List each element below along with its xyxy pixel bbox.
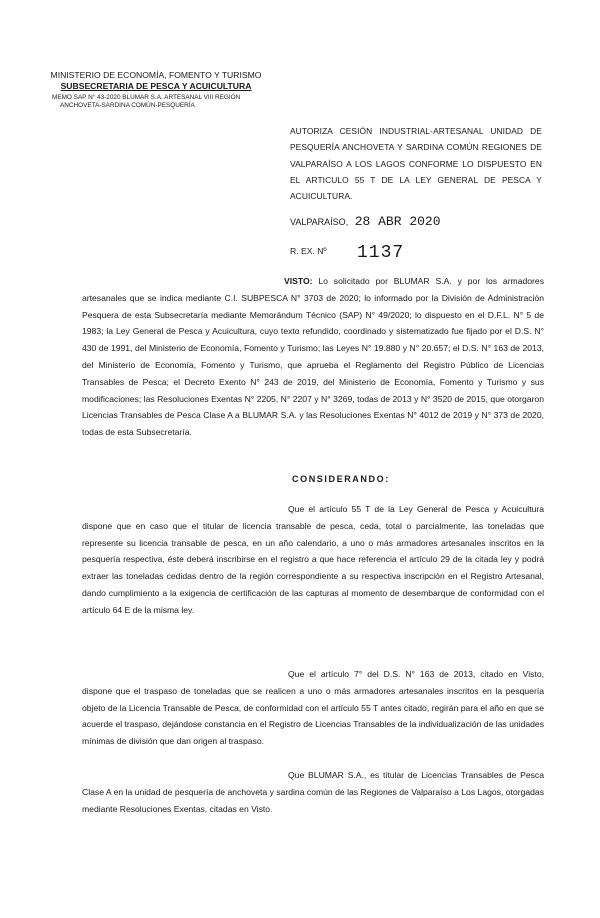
considerando-paragraph-3: [82, 767, 544, 817]
considerando-2-text: Que el artículo 7° del D.S. N° 163 de 2013, citado en Visto, dispone que el traspaso de toneladas que se realicen a uno o más armadores artesanales inscritos en la pesquería objeto de la Licencia Transable de Pesca, de conformidad con el artículo 55 T antes citado, regirán para el año en que se acuerde el traspaso, dejándose constancia en el Registro de Licencias Transables de la individualización de las unidades mínimas de división que dan origen al traspaso.: [82, 669, 544, 747]
ministry-name: MINISTERIO DE ECONOMÍA, FOMENTO Y TURISMO: [50, 70, 262, 80]
visto-paragraph: [82, 273, 544, 441]
memo-reference: MEMO SAP N° 43-2020 BLUMAR S.A. ARTESANAL VIII REGIÓN: [52, 94, 241, 101]
date-stamp: 28 ABR 2020: [354, 214, 441, 229]
visto-lead: VISTO:: [284, 276, 313, 286]
fishery-reference: ANCHOVETA-SARDINA COMÚN-PESQUERÍA: [60, 102, 195, 109]
considerando-heading: CONSIDERANDO:: [292, 474, 390, 484]
considerando-paragraph-2: [82, 666, 544, 750]
date-label: VALPARAÍSO,: [290, 217, 349, 227]
rex-label: R. EX. Nº: [290, 246, 327, 256]
considerando-1-text: Que el artículo 55 T de la Ley General de Pesca y Acuicultura dispone que en caso que el titular de licencia transable de pesca, ceda, total o parcialmente, las toneladas que represente su licencia transable de pesca, en un año calendario, a uno o más armadores artesanales inscritos en la pesquería respectiva, éste deberá inscribirse en el registro a que hace referencia el artículo 29 de la citada ley y podrá extraer las toneladas cedidas dentro de la región correspondiente a su respectiva inscripción en el Registro Artesanal, dando cumplimiento a la exigencia de certificación de las capturas al momento de desembarque de conformidad con el artículo 64 E de la misma ley.: [82, 504, 544, 615]
rex-number: 1137: [356, 243, 405, 263]
resolution-number-line: [290, 243, 404, 263]
date-line: [290, 214, 441, 229]
resolution-title: AUTORIZA CESIÓN INDUSTRIAL-ARTESANAL UNIDAD DE PESQUERÍA ANCHOVETA Y SARDINA COMÚN REGIONES DE VALPARAÍSO A LOS LAGOS CONFORME LO DISPUESTO EN EL ARTICULO 55 T DE LA LEY GENERAL DE PESCA Y ACUICULTURA.: [290, 126, 542, 202]
visto-text: Lo solicitado por BLUMAR S.A. y por los armadores artesanales que se indica mediante C.I. SUBPESCA N° 3703 de 2020; lo informado por la División de Administración Pesquera de esta Subsecretaría mediante Memorándum Técnico (SAP) N° 49/2020; lo dispuesto en el D.F.L. N° 5 de 1983; la Ley General de Pesca y Acuicultura, cuyo texto refundido, coordinado y sistematizado fue fijado por el D.S. N° 430 de 1991, del Ministerio de Economía, Fomento y Turismo; las Leyes N° 19.880 y N° 20.657; el D.S. N° 163 de 2013, del Ministerio de Economía, Fomento y Turismo, que aprueba el Reglamento del Registro Público de Licencias Transables de Pesca; el Decreto Exento N° 243 de 2019, del Ministerio de Economía, Fomento y Turismo y sus modificaciones; las Resoluciones Exentas N° 2205, N° 2207 y N° 3269, todas de 2013 y N° 3520 de 2015, que otorgaron Licencias Transables de Pesca Clase A a BLUMAR S.A. y las Resoluciones Exentas N° 4012 de 2019 y N° 373 de 2020, todas de esta Subsecretaría.: [82, 276, 544, 438]
subsecretaria-name: SUBSECRETARIA DE PESCA Y ACUICULTURA: [60, 80, 252, 91]
considerando-3-text: Que BLUMAR S.A., es titular de Licencias Transables de Pesca Clase A en la unidad de pesquería de anchoveta y sardina común de las Regiones de Valparaíso a Los Lagos, otorgadas mediante Resoluciones Exentas, citadas en Visto.: [82, 770, 544, 814]
letterhead: [46, 70, 266, 110]
considerando-paragraph-1: [82, 501, 544, 619]
